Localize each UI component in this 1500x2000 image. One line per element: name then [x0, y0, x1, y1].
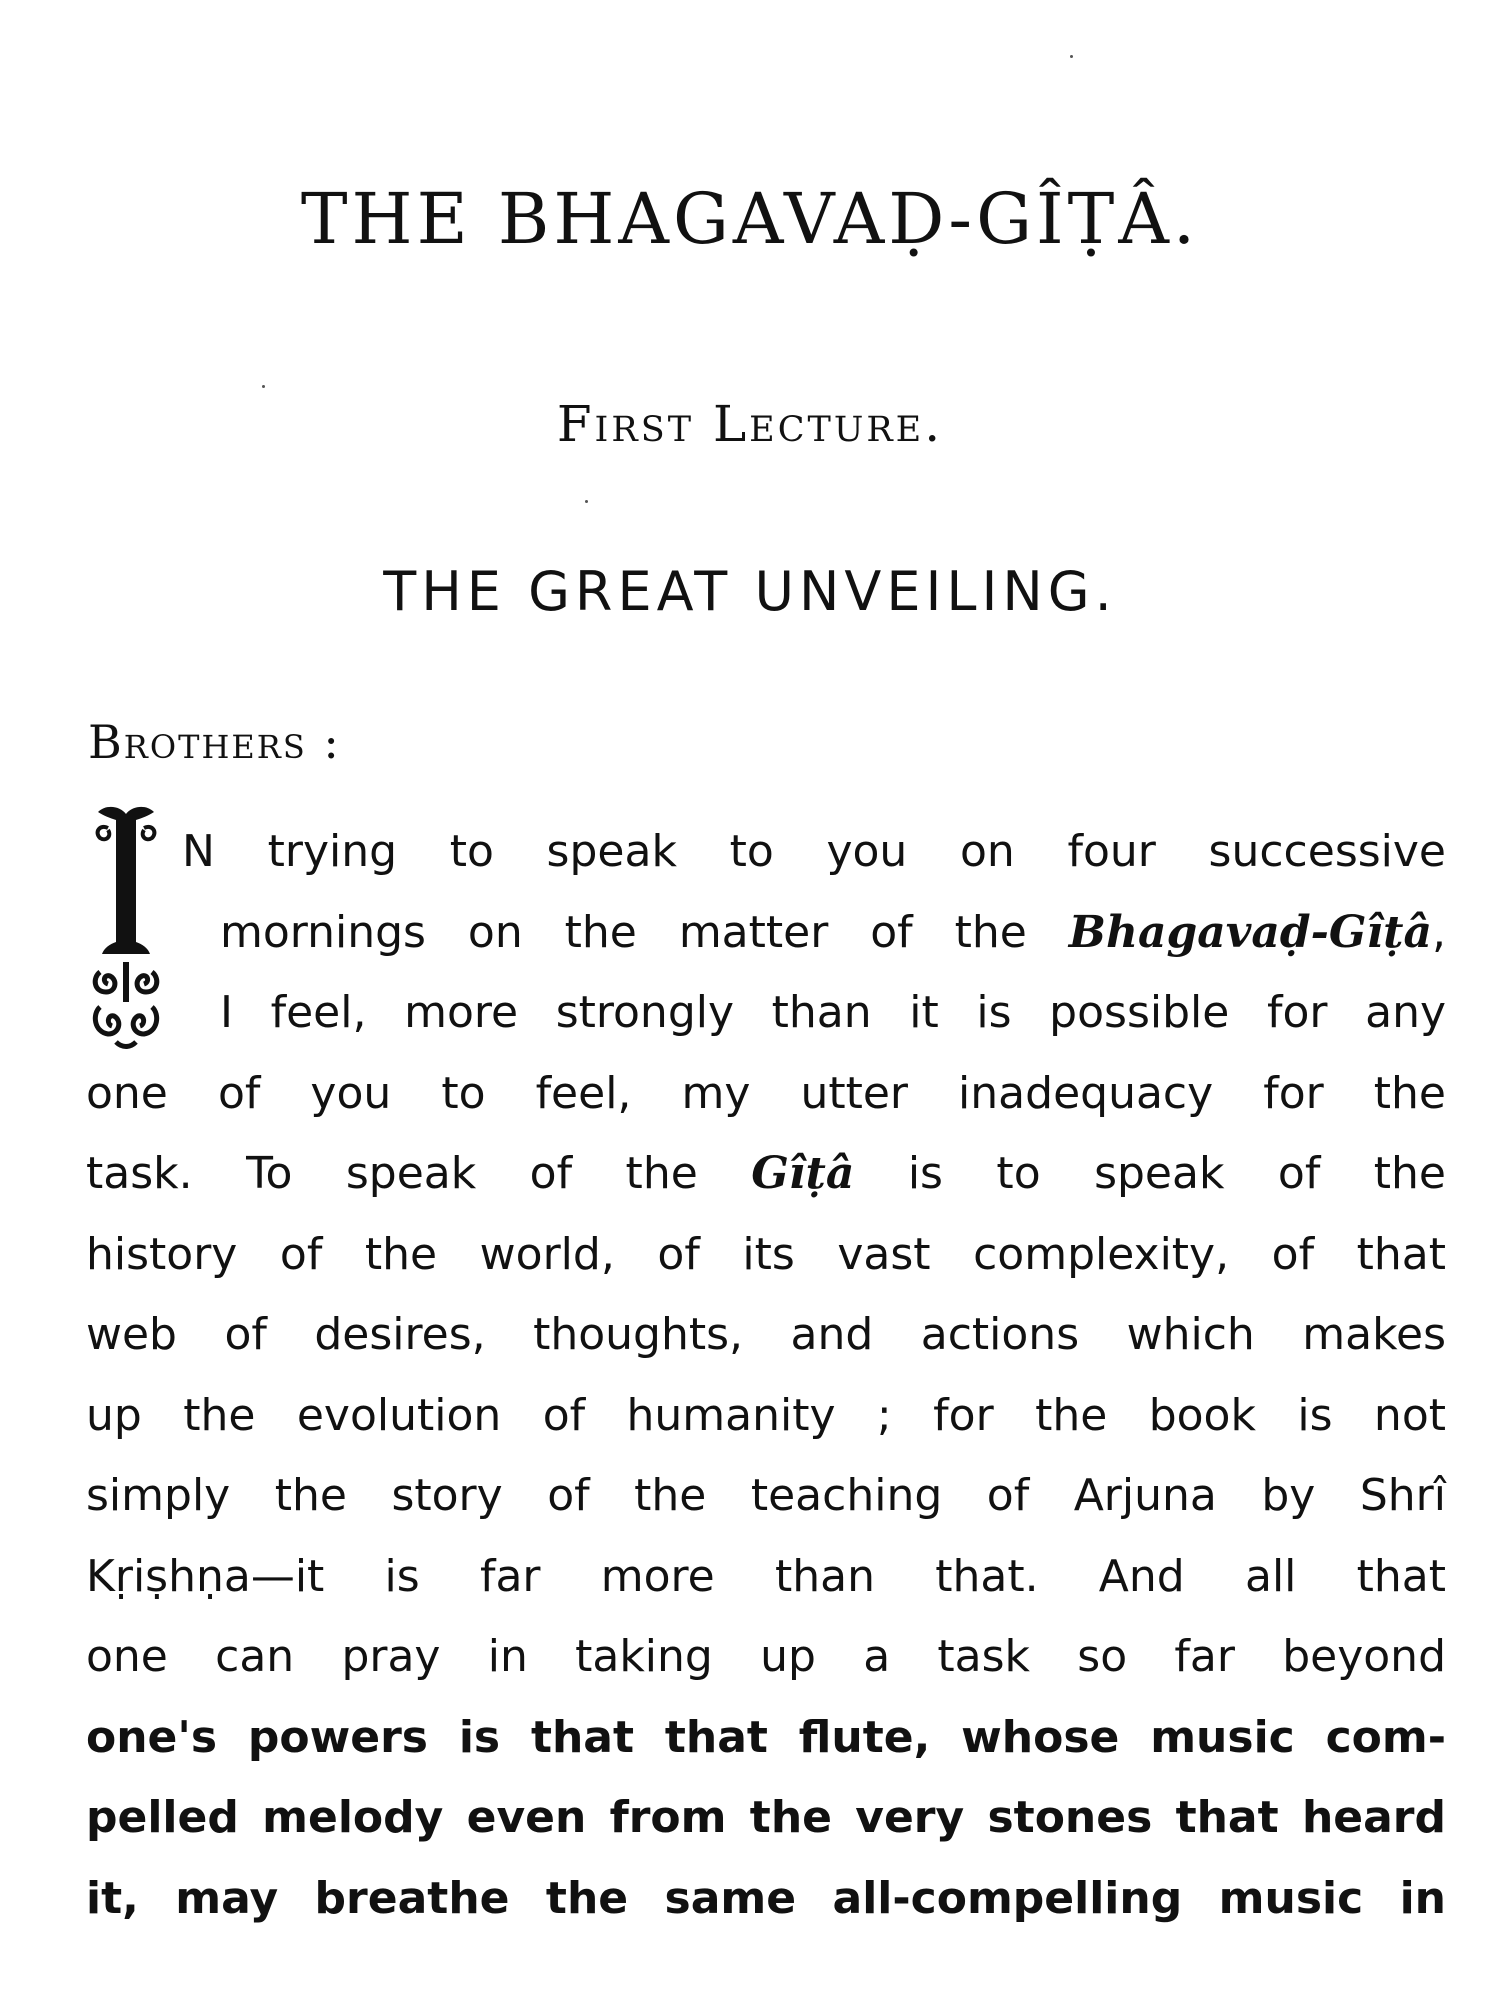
- text-line-6: history of the world, of its vast complexity, of that: [86, 1228, 1446, 1280]
- text-line: [86, 1215, 1446, 1296]
- text-line-11: one can pray in taking up a task so far beyond: [86, 1631, 1446, 1682]
- paper-speck: [1070, 55, 1073, 58]
- text-line-7: web of desires, thoughts, and actions which makes: [86, 1309, 1446, 1360]
- paper-speck: [262, 385, 265, 388]
- text-line: [86, 1376, 1446, 1457]
- text-line: [86, 1134, 1446, 1215]
- text-line-10: Kṛiṣhṇa—it is far more than that. And all that: [86, 1550, 1446, 1602]
- text-line: [86, 1698, 1446, 1779]
- text-line: [182, 812, 1446, 893]
- text-line-9: simply the story of the teaching of Arjuna by Shrî: [86, 1470, 1446, 1521]
- salutation: Brothers :: [88, 715, 341, 769]
- text-line: [86, 1456, 1446, 1537]
- lecture-heading: First Lecture.: [556, 395, 944, 453]
- paper-speck: [585, 500, 588, 503]
- italic-title-bhagavad-gita: Bhagavaḍ-Gîṭâ: [1068, 906, 1432, 958]
- text-line-2b: ,: [1432, 906, 1446, 958]
- text-line: [220, 893, 1446, 974]
- text-line: [86, 1295, 1446, 1376]
- text-line-8: up the evolution of humanity ; for the book is not: [86, 1389, 1446, 1441]
- text-line: [86, 1617, 1446, 1698]
- text-line-1: N trying to speak to you on four successive: [182, 826, 1446, 877]
- text-line-5b: is to speak of the: [854, 1148, 1446, 1199]
- text-line: [86, 1859, 1446, 1940]
- text-line: [220, 973, 1446, 1054]
- text-line-12: one's powers is that that flute, whose music com-: [86, 1711, 1446, 1763]
- lecture-paragraph: [86, 812, 1446, 1939]
- book-title: THE BHAGAVAḌ-GÎṬÂ.: [300, 178, 1200, 260]
- text-line-13: pelled melody even from the very stones that heard: [86, 1792, 1446, 1843]
- text-line-14: it, may breathe the same all-compelling music in: [86, 1872, 1446, 1924]
- text-line-5a: task. To speak of the: [86, 1148, 752, 1199]
- text-line: [86, 1778, 1446, 1859]
- text-line: [86, 1537, 1446, 1618]
- text-line: [86, 1054, 1446, 1135]
- text-line-2a: mornings on the matter of the: [220, 906, 1069, 958]
- italic-title-gita: Gîṭâ: [751, 1148, 855, 1199]
- chapter-heading: THE GREAT UNVEILING.: [383, 560, 1117, 623]
- text-line-3: I feel, more strongly than it is possible for any: [220, 987, 1446, 1038]
- text-line-4: one of you to feel, my utter inadequacy for the: [86, 1067, 1446, 1119]
